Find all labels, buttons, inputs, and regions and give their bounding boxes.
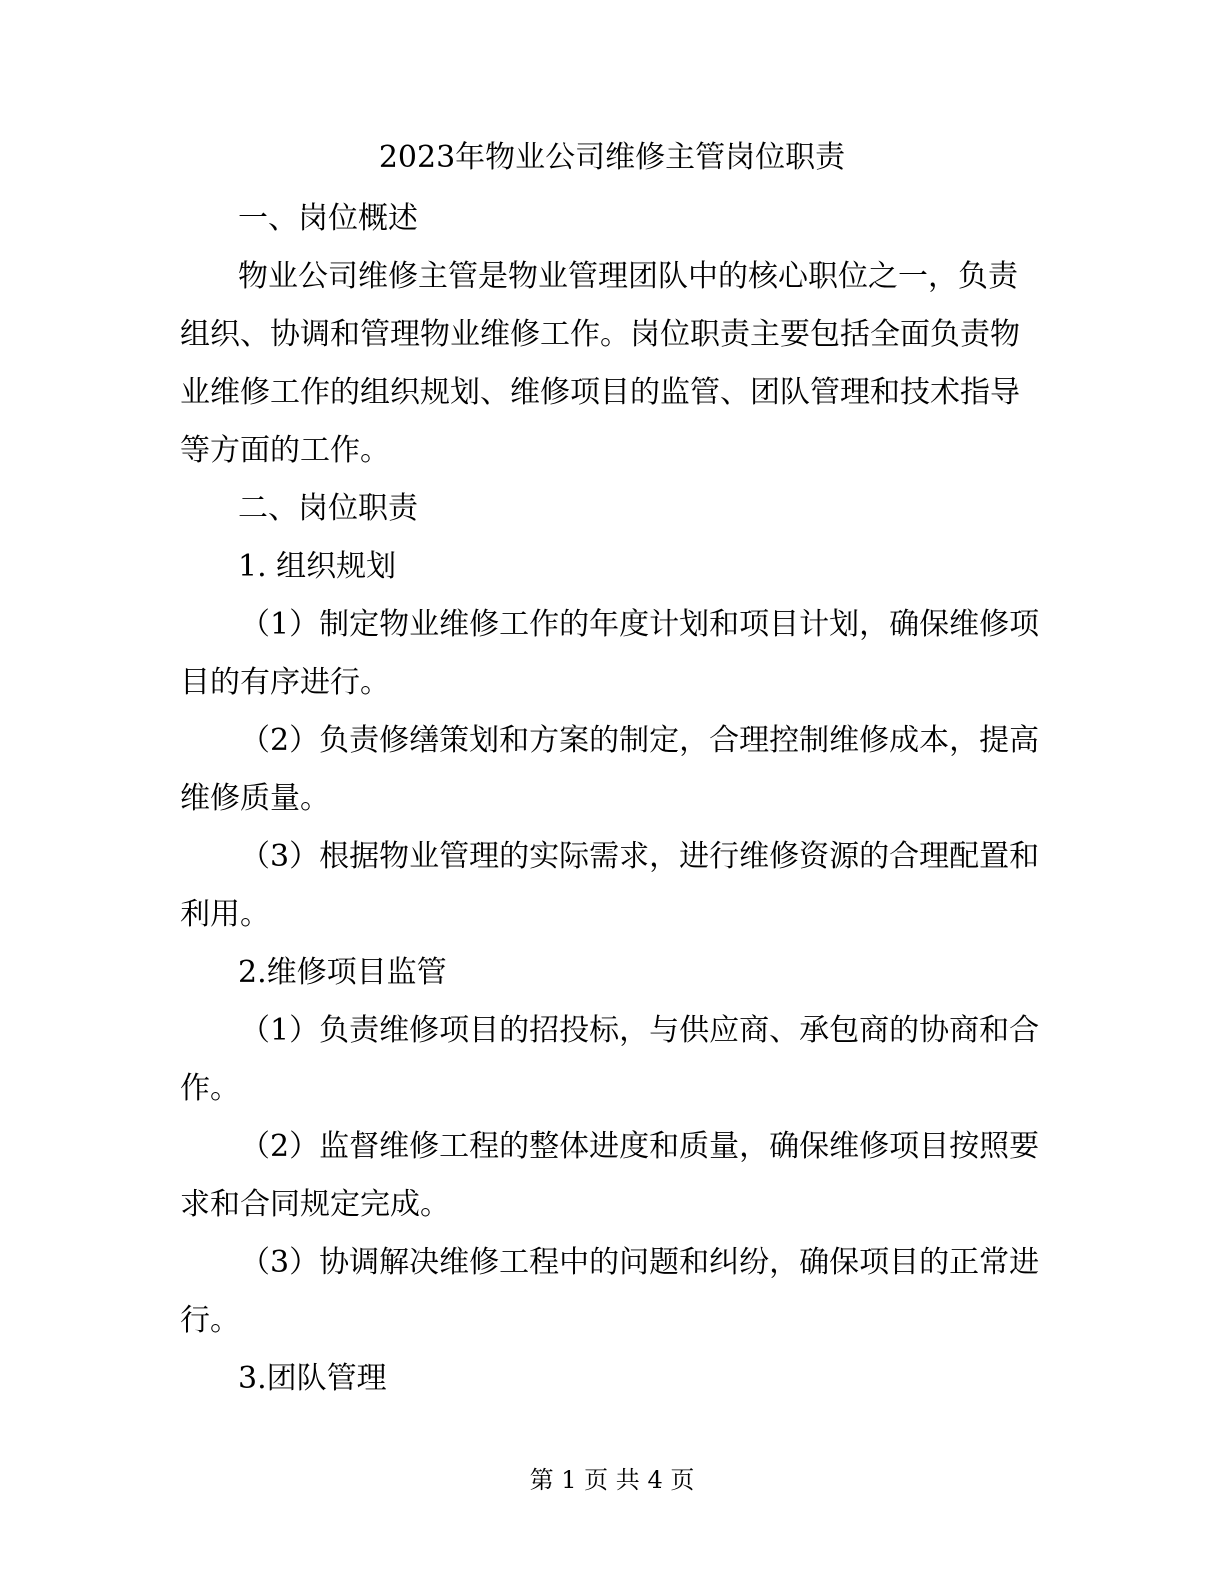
section-heading-duties: 二、岗位职责 [238, 491, 418, 526]
subsection-heading-supervision: 2.维修项目监管 [238, 955, 447, 990]
document-body [180, 190, 1040, 1408]
paragraph-line: 等方面的工作。 [180, 433, 390, 468]
paragraph-line: 物业公司维修主管是物业管理团队中的核心职位之一，负责 [238, 259, 1018, 294]
list-item-line: （2）监督维修工程的整体进度和质量，确保维修项目按照要 [240, 1129, 1040, 1164]
list-item-line: 目的有序进行。 [180, 665, 390, 700]
list-item-line: 维修质量。 [180, 781, 330, 816]
list-item-line: 行。 [180, 1303, 240, 1338]
list-item-line: （3）根据物业管理的实际需求，进行维修资源的合理配置和 [240, 839, 1040, 874]
document-title: 2023年物业公司维修主管岗位职责 [378, 140, 846, 175]
list-item-line: 求和合同规定完成。 [180, 1187, 450, 1222]
paragraph-line: 业维修工作的组织规划、维修项目的监管、团队管理和技术指导 [180, 375, 1020, 410]
paragraph-line: 组织、协调和管理物业维修工作。岗位职责主要包括全面负责物 [180, 317, 1020, 352]
list-item-line: 作。 [180, 1071, 240, 1106]
list-item-line: 利用。 [180, 897, 270, 932]
list-item-line: （3）协调解决维修工程中的问题和纠纷，确保项目的正常进 [240, 1245, 1040, 1280]
section-heading-overview: 一、岗位概述 [238, 201, 418, 236]
list-item-line: （1）制定物业维修工作的年度计划和项目计划，确保维修项 [240, 607, 1040, 642]
subsection-heading-team: 3.团队管理 [238, 1361, 387, 1396]
subsection-heading-planning: 1. 组织规划 [238, 549, 397, 584]
list-item-line: （1）负责维修项目的招投标，与供应商、承包商的协商和合 [240, 1013, 1040, 1048]
list-item-line: （2）负责修缮策划和方案的制定，合理控制维修成本，提高 [240, 723, 1040, 758]
page-footer: 第 1 页 共 4 页 [529, 1466, 695, 1494]
